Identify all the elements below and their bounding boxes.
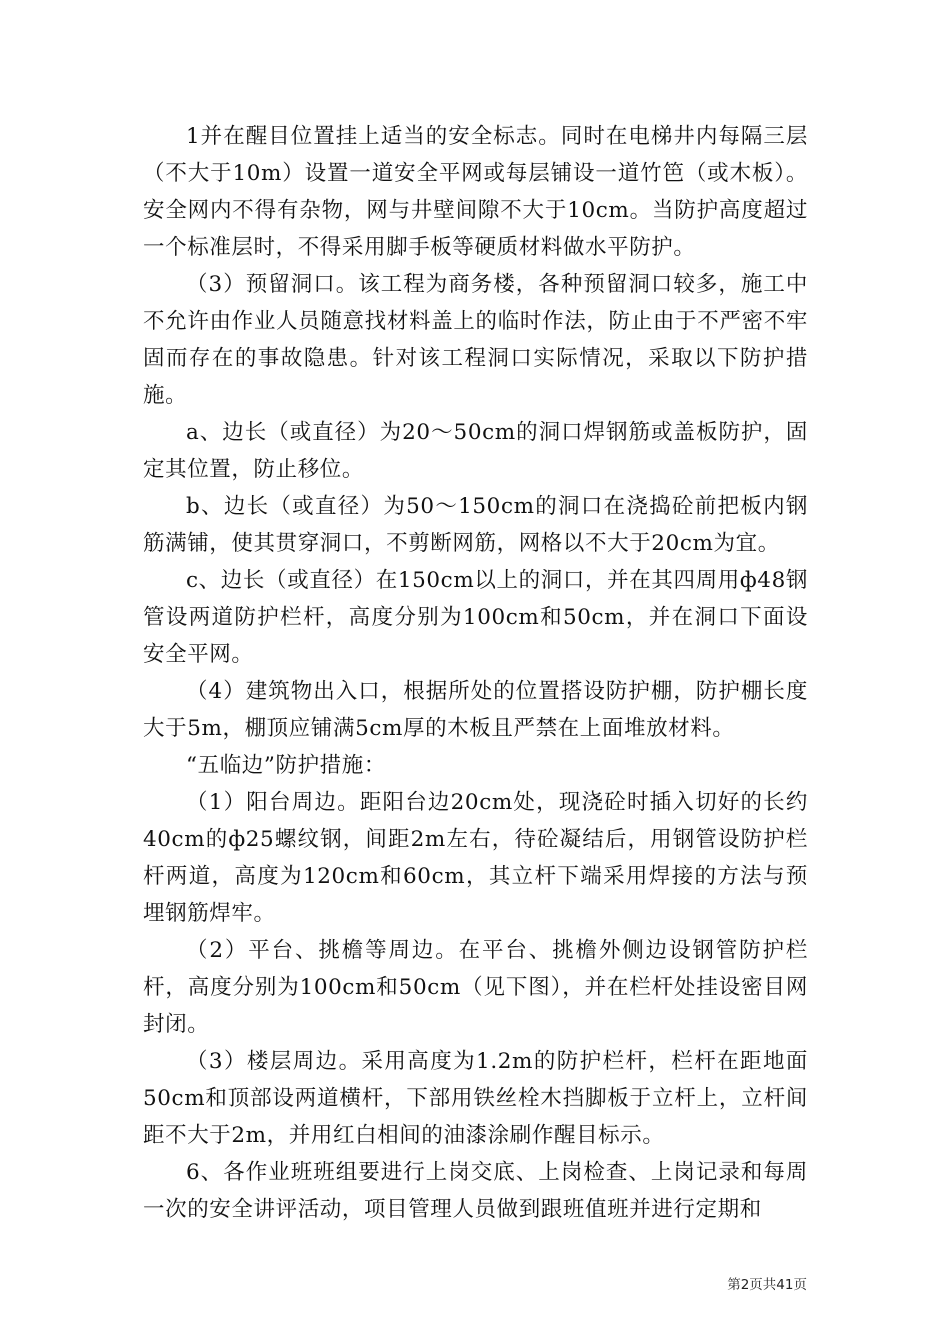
paragraph-1: 1并在醒目位置挂上适当的安全标志。同时在电梯井内每隔三层（不大于10m）设置一道安全平网或每层铺设一道竹笆（或木板）。安全网内不得有杂物，网与井壁间隙不大于10cm。当防护高度超过一个标准层时，不得采用脚手板等硬质材料做水平防护。 xyxy=(143,124,808,260)
page-number: 第2页共41页 xyxy=(727,1277,807,1293)
paragraph-7: （1）阳台周边。距阳台边20cm处，现浇砼时插入切好的长约40cm的ф25螺纹钢，间距2m左右，待砼凝结后，用钢管设防护栏杆两道，高度为120cm和60cm，其立杆下端采用焊接的方法与预埋钢筋焊牢。 xyxy=(143,790,808,926)
section-heading: “五临边”防护措施： xyxy=(186,753,386,778)
paragraph-3: a、边长（或直径）为20～50cm的洞口焊钢筋或盖板防护，固定其位置，防止移位。 xyxy=(143,420,808,482)
paragraph-2: （3）预留洞口。该工程为商务楼，各种预留洞口较多，施工中不允许由作业人员随意找材料盖上的临时作法，防止由于不严密不牢固而存在的事故隐患。针对该工程洞口实际情况，采取以下防护措施。 xyxy=(143,272,808,408)
paragraph-5: c、边长（或直径）在150cm以上的洞口，并在其四周用ф48钢管设两道防护栏杆，高度分别为100cm和50cm，并在洞口下面设安全平网。 xyxy=(143,568,808,667)
paragraph-10: 6、各作业班班组要进行上岗交底、上岗检查、上岗记录和每周一次的安全讲评活动，项目管理人员做到跟班值班并进行定期和 xyxy=(143,1160,808,1222)
paragraph-6: （4）建筑物出入口，根据所处的位置搭设防护棚，防护棚长度大于5m，棚顶应铺满5cm厚的木板且严禁在上面堆放材料。 xyxy=(143,679,808,741)
paragraph-4: b、边长（或直径）为50～150cm的洞口在浇捣砼前把板内钢筋满铺，使其贯穿洞口，不剪断网筋，网格以不大于20cm为宜。 xyxy=(143,494,808,556)
document-body xyxy=(143,118,808,1228)
paragraph-8: （2）平台、挑檐等周边。在平台、挑檐外侧边设钢管防护栏杆，高度分别为100cm和50cm（见下图），并在栏杆处挂设密目网封闭。 xyxy=(143,938,808,1037)
paragraph-9: （3）楼层周边。采用高度为1.2m的防护栏杆，栏杆在距地面50cm和顶部设两道横杆，下部用铁丝栓木挡脚板于立杆上，立杆间距不大于2m，并用红白相间的油漆涂刷作醒目标示。 xyxy=(143,1049,808,1148)
